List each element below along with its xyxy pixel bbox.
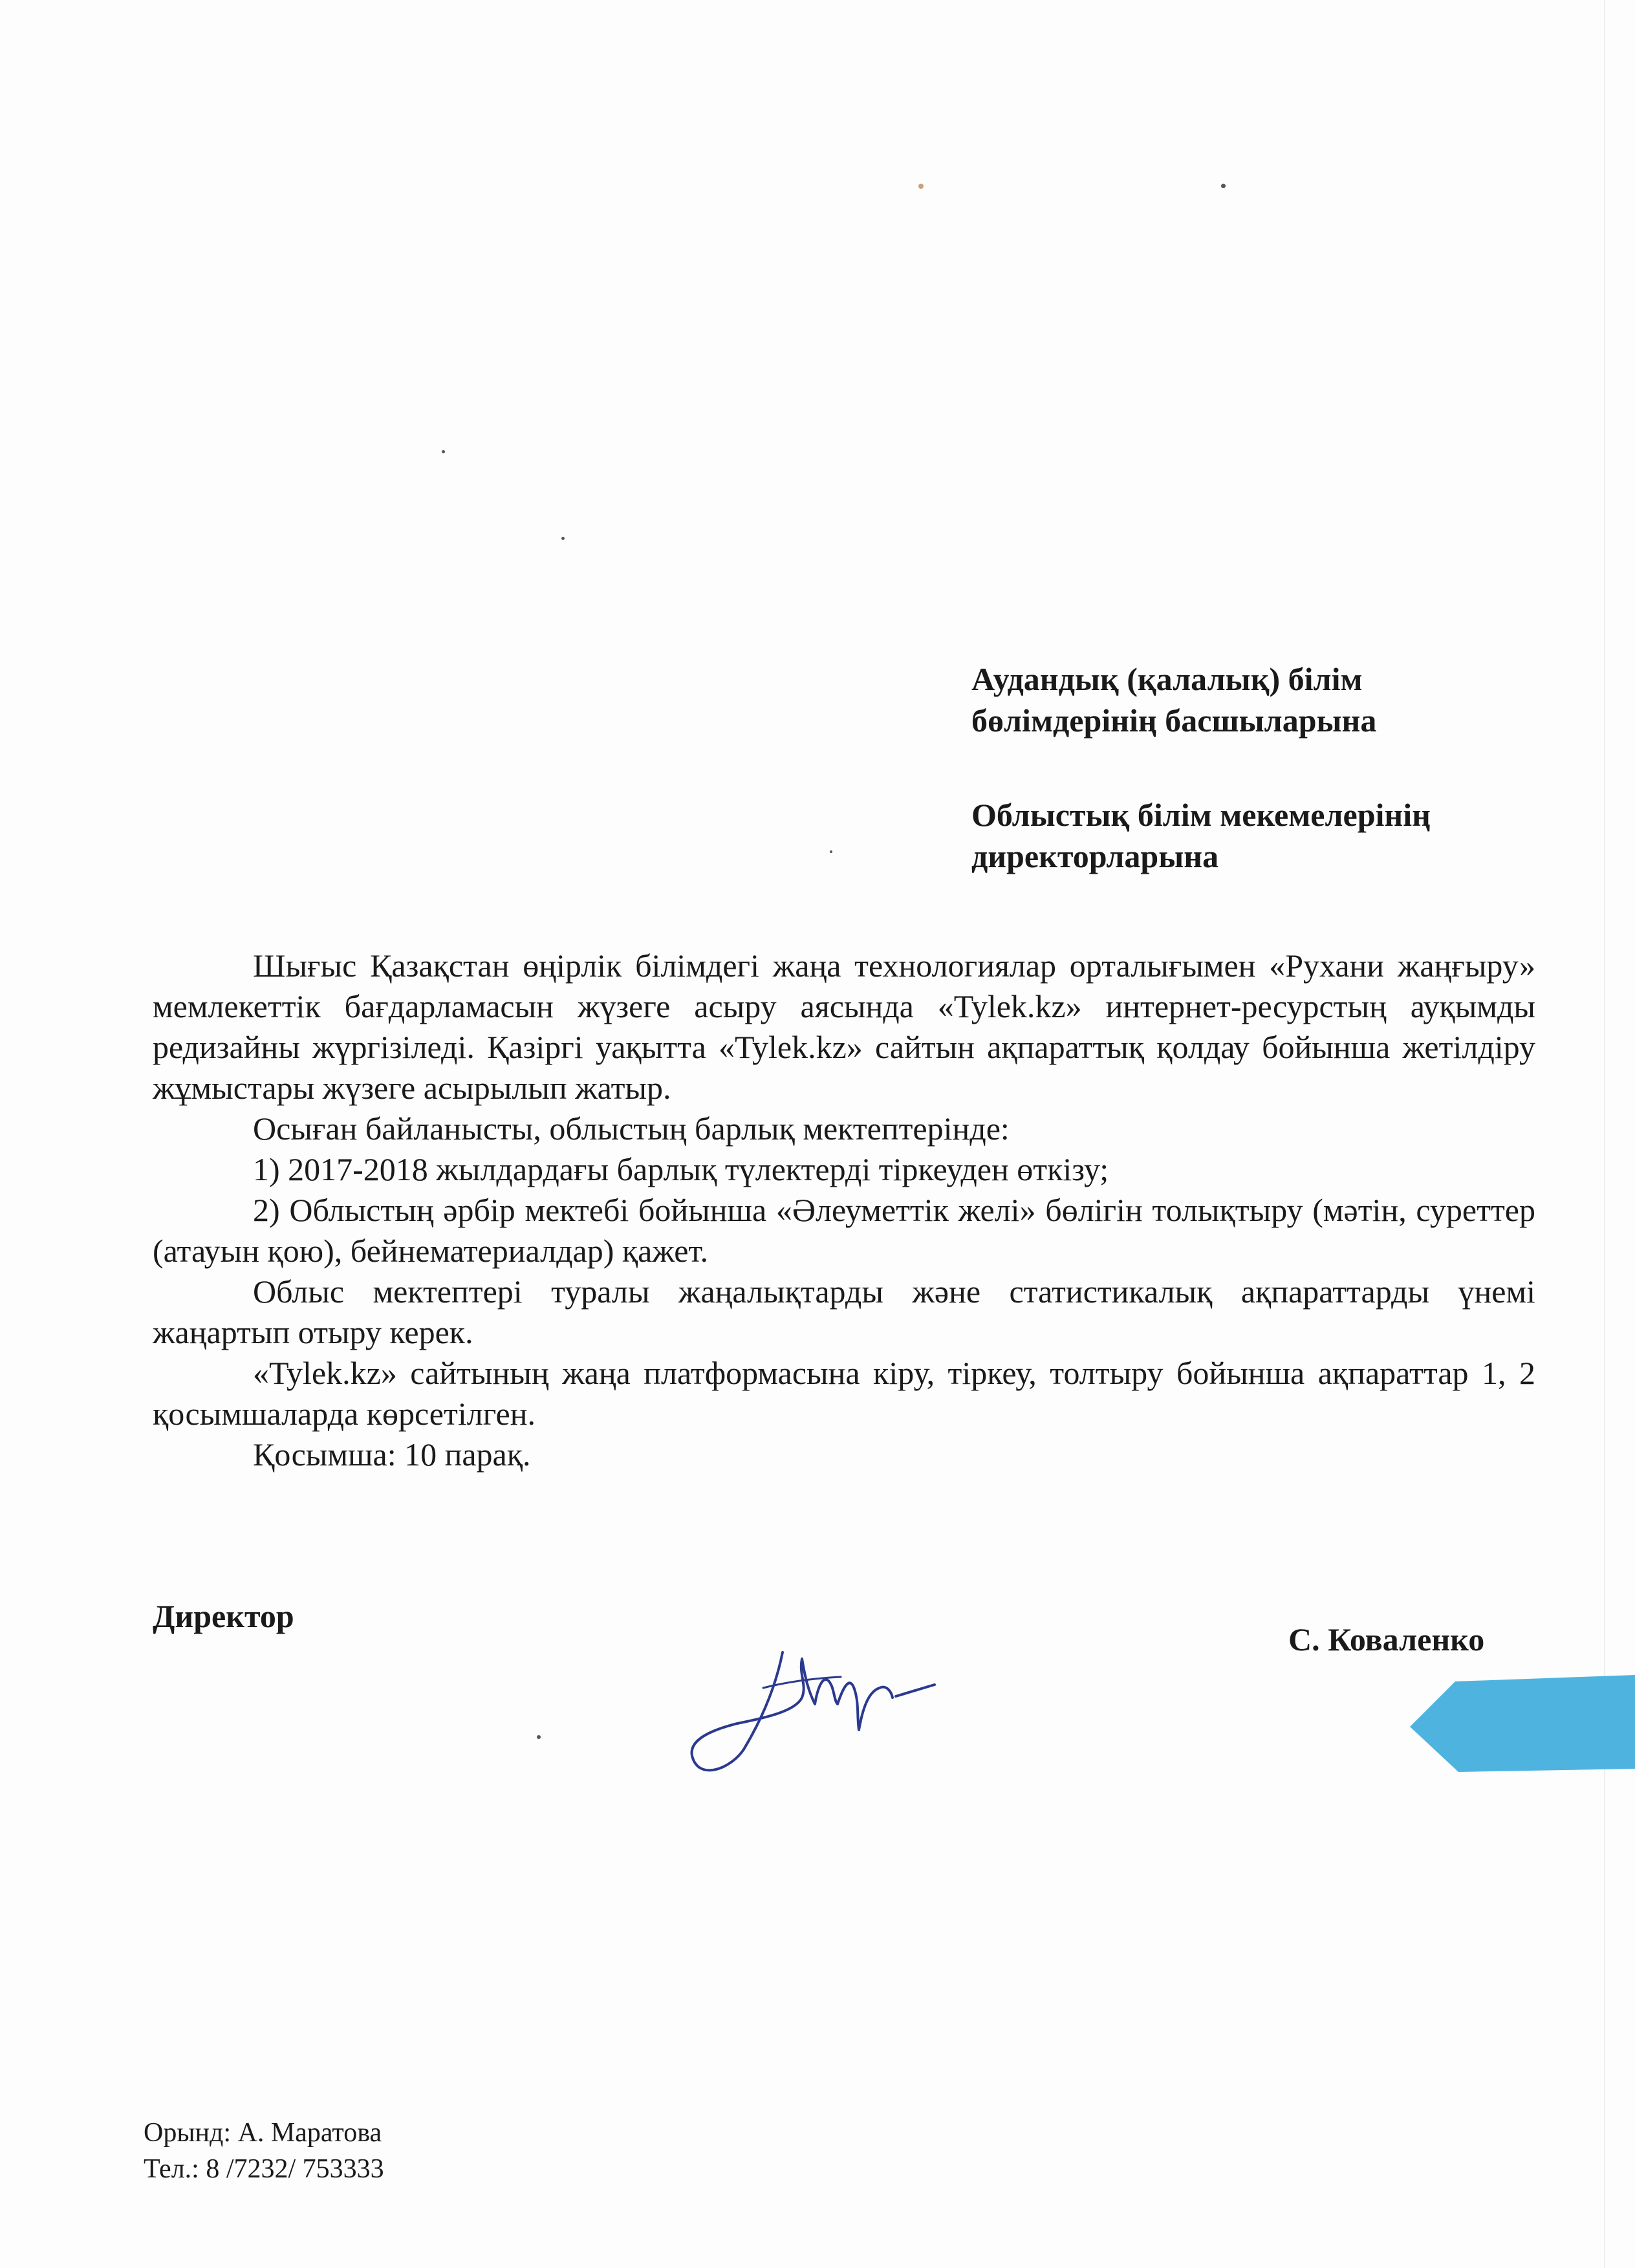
page-tab-flag	[1410, 1675, 1635, 1778]
handwritten-signature	[686, 1620, 944, 1788]
addressee-block-district	[971, 658, 1376, 741]
scan-speck	[1221, 184, 1226, 188]
body-paragraph: «Tylek.kz» сайтының жаңа платформасына кіру, тіркеу, толтыру бойынша ақпараттар 1, 2 қосымшаларда көрсетілген.	[153, 1355, 1535, 1432]
addressee-line: бөлімдерінің басшыларына	[971, 702, 1377, 739]
scan-speck	[918, 184, 924, 189]
addressee-line: Облыстық білім мекемелерінің	[971, 797, 1431, 833]
addressee-line: директорларына	[971, 838, 1219, 874]
executor-name: Орынд: А. Маратова	[144, 2118, 382, 2148]
attachment-note: Қосымша: 10 парақ.	[253, 1436, 531, 1473]
signatory-name: С. Коваленко	[1288, 1621, 1485, 1658]
footer-contact	[144, 2115, 384, 2187]
signatory-title: Директор	[153, 1598, 294, 1634]
body-paragraph: Облыс мектептері туралы жаңалықтарды және статистикалық ақпараттарды үнемі жаңартып отыру керек.	[153, 1273, 1535, 1350]
executor-phone: Тел.: 8 /7232/ 753333	[144, 2154, 384, 2184]
scan-speck	[442, 450, 445, 453]
body-paragraph: Шығыс Қазақстан өңірлік білімдегі жаңа технологиялар орталығымен «Рухани жаңғыру» мемлекеттік бағдарламасын жүзеге асыру аясында «Tylek.kz» интернет-ресурстың ауқымды редизайны жүргізіледі. Қазіргі уақытта «Tylek.kz» сайтын ақпараттық қолдау бойынша жетілдіру жұмыстары жүзеге асырылып жатыр.	[153, 947, 1535, 1106]
letter-body	[153, 945, 1535, 1475]
body-list-item: 2) Облыстың әрбір мектебі бойынша «Әлеуметтік желі» бөлігін толықтыру (мәтін, суреттер (атауын қою), бейнематериалдар) қажет.	[153, 1192, 1535, 1269]
scan-speck	[537, 1735, 541, 1739]
body-paragraph: Осыған байланысты, облыстың барлық мектептерінде:	[253, 1110, 1010, 1147]
scan-speck	[830, 850, 832, 853]
scan-speck	[561, 537, 565, 540]
body-list-item: 1) 2017-2018 жылдардағы барлық түлектерді тіркеуден өткізу;	[253, 1151, 1109, 1187]
addressee-block-regional	[971, 794, 1431, 877]
page-edge-shadow	[1604, 0, 1605, 2268]
addressee-line: Аудандық (қалалық) білім	[971, 661, 1363, 697]
